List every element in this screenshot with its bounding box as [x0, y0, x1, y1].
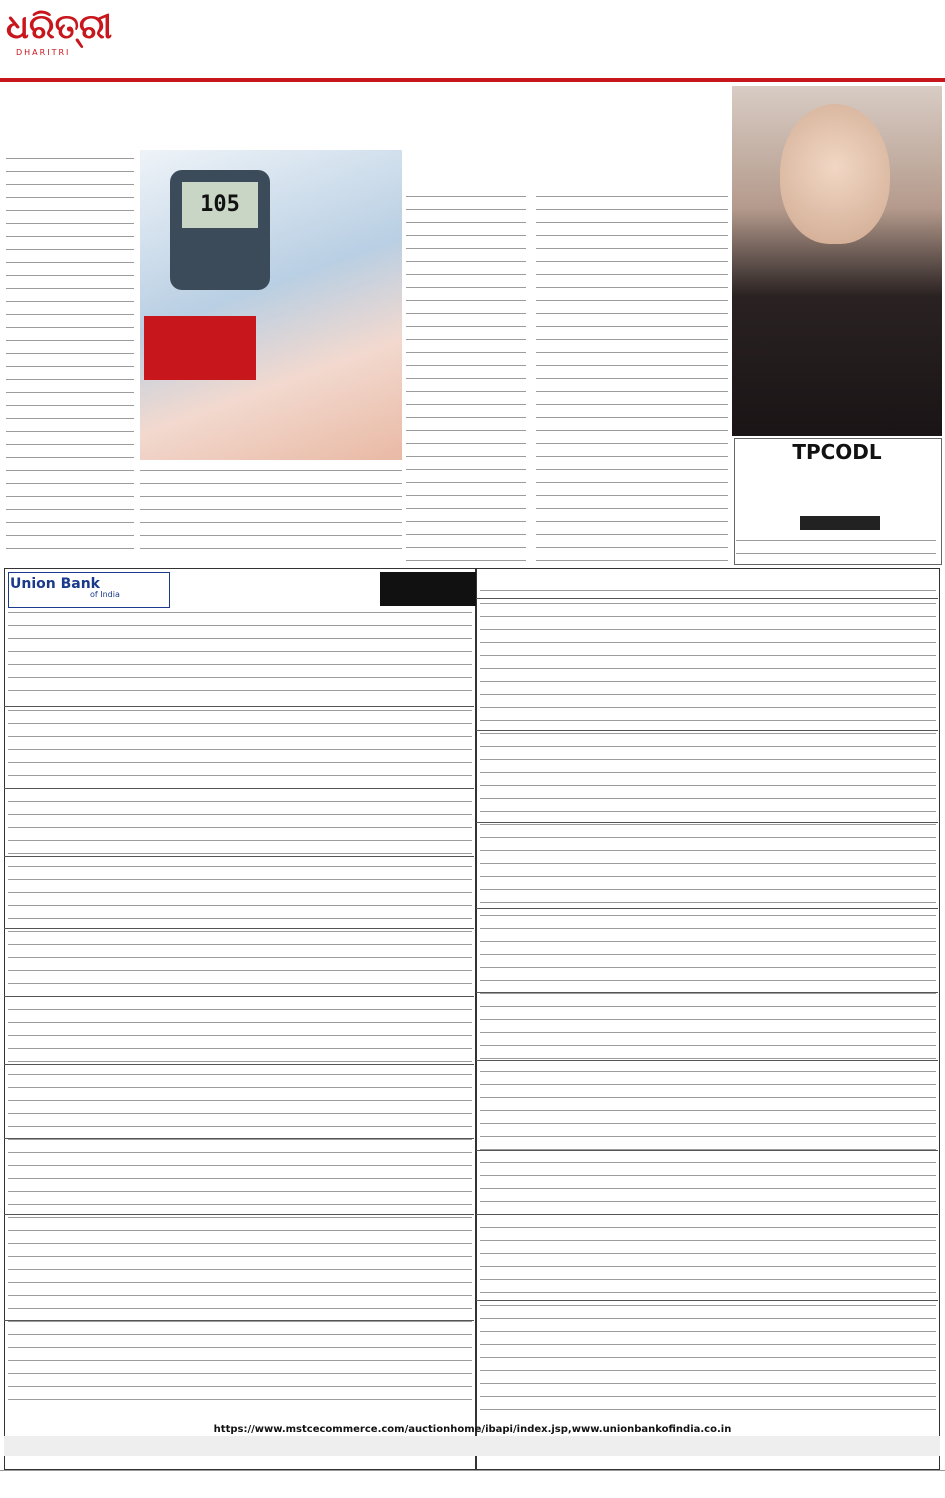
masthead: [0, 0, 945, 90]
ad-row-divider: [4, 1214, 474, 1215]
ad-row-divider: [476, 992, 938, 993]
ad-footer-bar: [4, 1436, 940, 1456]
actress-face: [780, 104, 890, 244]
mega-e-auction-badge: [380, 572, 476, 606]
tpcodl-title: TPCODL: [792, 440, 882, 464]
ad-left-rows: [8, 710, 472, 1410]
ad-footer-url[interactable]: https://www.mstcecommerce.com/auctionhome/ibapi/index.jsp,www.unionbankofindia.co.in: [213, 1424, 732, 1435]
tpcodl-notice-bar: [800, 516, 880, 530]
ad-row-divider: [476, 1150, 938, 1151]
ad-right-rows: [480, 590, 936, 1410]
ad-row-divider: [4, 1320, 474, 1321]
world-diabetes-day-box: [144, 316, 256, 380]
ad-row-divider: [4, 706, 474, 707]
bottom-rule: [0, 1470, 945, 1471]
ad-row-divider: [4, 788, 474, 789]
ad-row-divider: [4, 996, 474, 997]
ad-row-divider: [476, 598, 938, 599]
ad-intro-text: [8, 612, 472, 702]
ad-row-divider: [4, 856, 474, 857]
ad-row-divider: [476, 1214, 938, 1215]
union-bank-sub: of India: [90, 590, 120, 599]
feature-column: [536, 196, 728, 566]
ad-row-divider: [4, 1064, 474, 1065]
ad-row-divider: [4, 1138, 474, 1139]
ad-row-divider: [476, 1060, 938, 1061]
ad-row-divider: [4, 928, 474, 929]
top-rule: [0, 78, 945, 82]
ad-row-divider: [476, 1300, 938, 1301]
ad-row-divider: [476, 730, 938, 731]
newspaper-logo[interactable]: ଧରିତ୍ରୀ: [6, 7, 113, 47]
ad-row-divider: [476, 908, 938, 909]
article-column-3: [406, 196, 526, 566]
ad-row-divider: [476, 822, 938, 823]
newspaper-logo-sub: DHARITRI: [16, 48, 71, 57]
union-bank-name: Union Bank: [10, 576, 100, 592]
article-column-1: [6, 158, 134, 558]
glucometer-display: 105: [182, 182, 258, 228]
